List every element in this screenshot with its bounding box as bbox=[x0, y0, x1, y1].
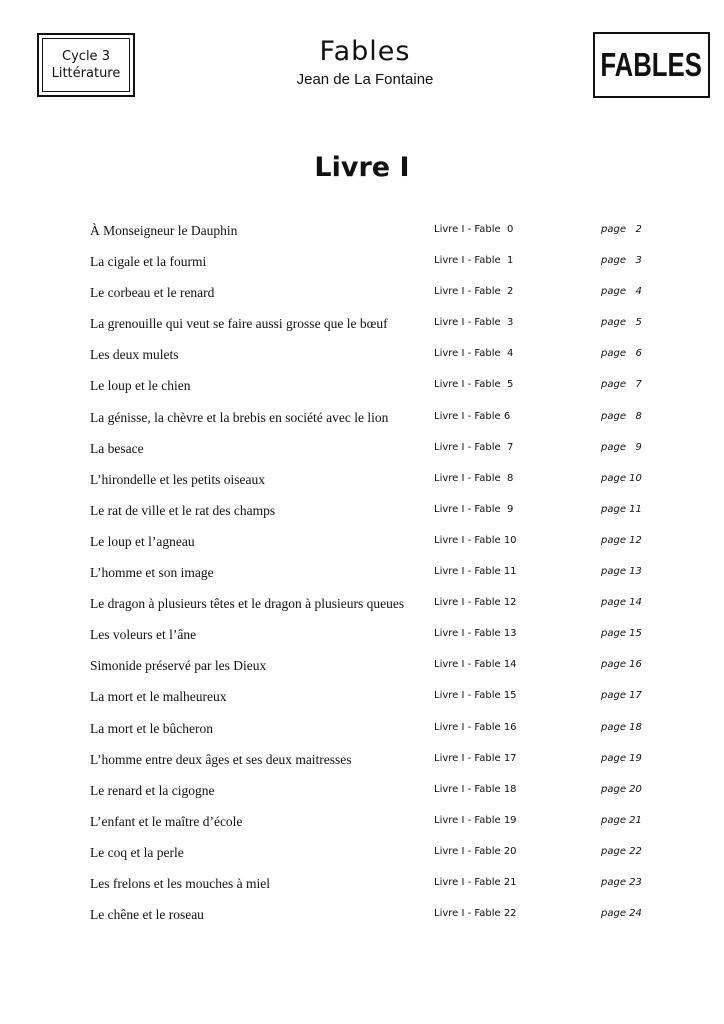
page-number: page 8 bbox=[601, 410, 642, 422]
page-number: page 21 bbox=[601, 814, 642, 826]
fable-reference: Livre I - Fable 12 bbox=[434, 597, 517, 609]
fable-reference: Livre I - Fable 5 bbox=[434, 379, 514, 391]
page-number: page 12 bbox=[601, 534, 642, 546]
toc-row bbox=[0, 869, 724, 900]
fable-title: Le renard et la cigogne bbox=[90, 782, 215, 798]
fable-reference: Livre I - Fable 4 bbox=[434, 348, 514, 360]
cycle-level: Cycle 3 bbox=[62, 49, 110, 64]
fable-title: Le corbeau et le renard bbox=[90, 285, 215, 301]
fables-badge bbox=[593, 32, 710, 98]
page-number: page 15 bbox=[601, 628, 642, 640]
document-author: Jean de La Fontaine bbox=[296, 71, 434, 88]
toc-row bbox=[0, 371, 724, 402]
fable-title: Le loup et l’agneau bbox=[90, 533, 195, 549]
fable-reference: Livre I - Fable 17 bbox=[434, 752, 517, 764]
toc-row bbox=[0, 527, 724, 558]
page-number: page 9 bbox=[601, 441, 642, 453]
toc-row bbox=[0, 838, 724, 869]
cycle-label-box bbox=[37, 33, 135, 97]
page-number: page 22 bbox=[601, 845, 642, 857]
toc-row bbox=[0, 558, 724, 589]
fable-title: Les voleurs et l’âne bbox=[90, 627, 197, 643]
toc-row bbox=[0, 216, 724, 247]
page-number: page 19 bbox=[601, 752, 642, 764]
fable-title: À Monseigneur le Dauphin bbox=[90, 223, 238, 238]
fable-title: La génisse, la chèvre et la brebis en société avec le lion bbox=[90, 409, 389, 425]
table-of-contents bbox=[0, 216, 724, 931]
toc-row bbox=[0, 496, 724, 527]
page-number: page 16 bbox=[601, 659, 642, 671]
cycle-label-inner bbox=[42, 38, 130, 92]
page-number: page 14 bbox=[601, 597, 642, 609]
fable-reference: Livre I - Fable 16 bbox=[434, 721, 517, 733]
fable-reference: Livre I - Fable 7 bbox=[434, 441, 514, 453]
toc-row bbox=[0, 714, 724, 745]
document-title: Fables bbox=[319, 36, 411, 67]
toc-row bbox=[0, 651, 724, 682]
page-number: page 6 bbox=[601, 348, 642, 360]
toc-row bbox=[0, 278, 724, 309]
fable-title: La mort et le bûcheron bbox=[90, 720, 213, 736]
document-header bbox=[240, 36, 490, 90]
page-number: page 20 bbox=[601, 783, 642, 795]
fable-title: Le rat de ville et le rat des champs bbox=[90, 502, 276, 518]
toc-row bbox=[0, 807, 724, 838]
fable-reference: Livre I - Fable 14 bbox=[434, 659, 517, 671]
book-title: Livre I bbox=[314, 152, 410, 183]
fable-reference: Livre I - Fable 20 bbox=[434, 845, 517, 857]
fable-reference: Livre I - Fable 10 bbox=[434, 534, 517, 546]
fable-reference: Livre I - Fable 6 bbox=[434, 410, 511, 422]
toc-row bbox=[0, 745, 724, 776]
page-number: page 23 bbox=[601, 876, 642, 888]
subject-label: Littérature bbox=[51, 66, 121, 81]
fable-title: La cigale et la fourmi bbox=[90, 254, 207, 270]
fable-title: Les deux mulets bbox=[90, 347, 179, 363]
toc-row bbox=[0, 776, 724, 807]
page-number: page 17 bbox=[601, 690, 642, 702]
page-number: page 24 bbox=[601, 908, 642, 920]
fable-reference: Livre I - Fable 19 bbox=[434, 814, 517, 826]
toc-row bbox=[0, 620, 724, 651]
page-number: page 18 bbox=[601, 721, 642, 733]
fable-title: La besace bbox=[90, 440, 144, 456]
toc-row bbox=[0, 309, 724, 340]
page-number: page 13 bbox=[601, 566, 642, 578]
page-number: page 5 bbox=[601, 317, 642, 329]
fable-reference: Livre I - Fable 1 bbox=[434, 255, 514, 267]
fable-reference: Livre I - Fable 9 bbox=[434, 503, 514, 515]
fable-title: Simonide préservé par les Dieux bbox=[90, 658, 267, 674]
toc-row bbox=[0, 247, 724, 278]
fable-title: L’hirondelle et les petits oiseaux bbox=[90, 471, 265, 487]
fable-title: La grenouille qui veut se faire aussi grosse que le bœuf bbox=[90, 316, 388, 332]
page-number: page 10 bbox=[601, 472, 642, 484]
fable-reference: Livre I - Fable 11 bbox=[434, 566, 517, 578]
fable-reference: Livre I - Fable 18 bbox=[434, 783, 517, 795]
page-number: page 3 bbox=[601, 255, 642, 267]
fable-title: Le loup et le chien bbox=[90, 378, 191, 394]
toc-row bbox=[0, 434, 724, 465]
fable-title: La mort et le malheureux bbox=[90, 689, 227, 705]
fable-reference: Livre I - Fable 2 bbox=[434, 286, 514, 298]
page-number: page 2 bbox=[601, 224, 642, 235]
fable-title: L’homme entre deux âges et ses deux maitresses bbox=[90, 751, 352, 767]
fable-title: L’enfant et le maître d’école bbox=[90, 813, 243, 829]
fables-badge-text: FABLES bbox=[600, 46, 703, 83]
fable-reference: Livre I - Fable 3 bbox=[434, 317, 514, 329]
toc-row bbox=[0, 465, 724, 496]
toc-row bbox=[0, 682, 724, 713]
page-number: page 11 bbox=[601, 503, 642, 515]
page-number: page 4 bbox=[601, 286, 642, 298]
fable-reference: Livre I - Fable 22 bbox=[434, 908, 517, 920]
toc-row bbox=[0, 340, 724, 371]
page-number: page 7 bbox=[601, 379, 642, 391]
fable-title: Le chêne et le roseau bbox=[90, 907, 204, 923]
fable-reference: Livre I - Fable 8 bbox=[434, 472, 514, 484]
toc-row bbox=[0, 403, 724, 434]
toc-row bbox=[0, 589, 724, 620]
fable-title: Les frelons et les mouches à miel bbox=[90, 875, 270, 891]
fable-title: Le dragon à plusieurs têtes et le dragon à plusieurs queues bbox=[90, 596, 405, 612]
fable-reference: Livre I - Fable 21 bbox=[434, 876, 517, 888]
fable-title: L’homme et son image bbox=[90, 565, 214, 581]
toc-row bbox=[0, 900, 724, 931]
fable-reference: Livre I - Fable 13 bbox=[434, 628, 517, 640]
fable-reference: Livre I - Fable 0 bbox=[434, 224, 514, 235]
fable-reference: Livre I - Fable 15 bbox=[434, 690, 517, 702]
fable-title: Le coq et la perle bbox=[90, 844, 184, 860]
